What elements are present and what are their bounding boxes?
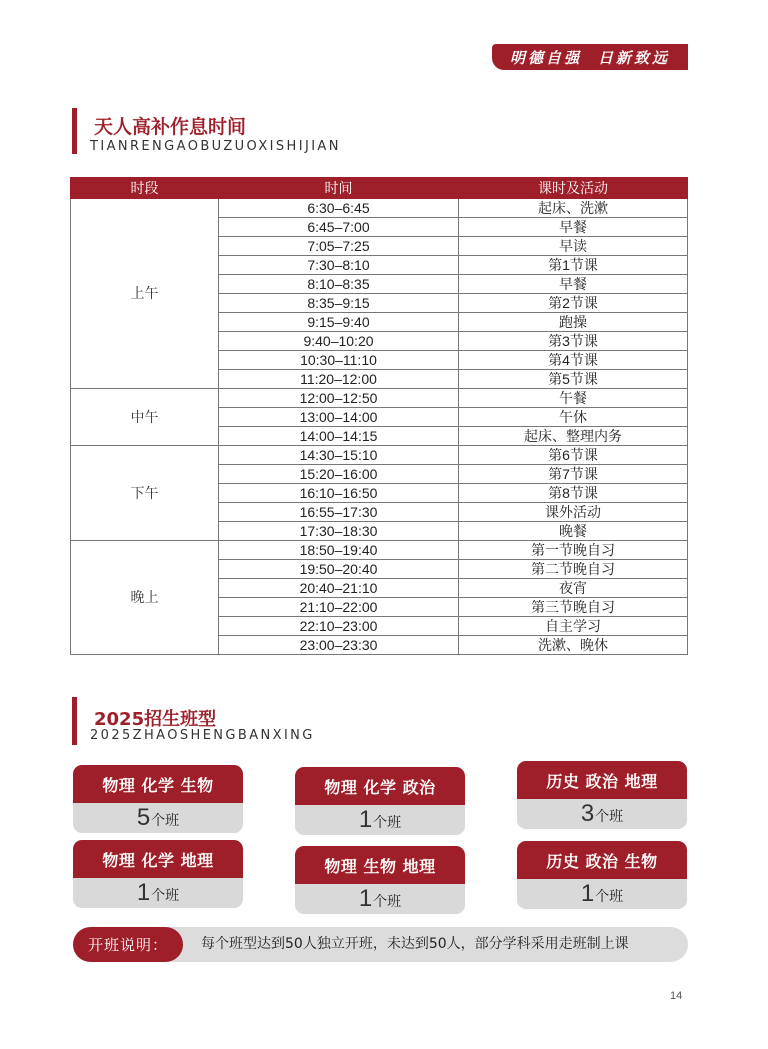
- class-card-count-box: [517, 879, 687, 909]
- class-card-count: 1: [136, 879, 151, 906]
- activity-cell: 早读: [459, 237, 688, 256]
- class-card: [517, 761, 687, 831]
- time-cell: 17:30–18:30: [219, 522, 459, 541]
- time-cell: 9:15–9:40: [219, 313, 459, 332]
- schedule-subtitle: TIANRENGAOBUZUOXISHIJIAN: [90, 139, 341, 154]
- activity-cell: 洗漱、晚休: [459, 636, 688, 655]
- class-note-text: 每个班型达到50人独立开班，未达到50人，部分学科采用走班制上课: [201, 936, 629, 952]
- time-cell: 14:00–14:15: [219, 427, 459, 446]
- class-note-bar: [73, 927, 688, 962]
- class-card-unit: 个班: [595, 809, 624, 825]
- class-card-unit: 个班: [373, 815, 402, 831]
- class-card-count: 1: [358, 806, 373, 833]
- activity-cell: 第一节晚自习: [459, 541, 688, 560]
- activity-cell: 晚餐: [459, 522, 688, 541]
- header-period: 时段: [71, 178, 219, 199]
- class-card-count-box: [73, 878, 243, 908]
- class-card-count: 1: [358, 885, 373, 912]
- time-cell: 20:40–21:10: [219, 579, 459, 598]
- activity-cell: 第三节晚自习: [459, 598, 688, 617]
- table-row: [71, 199, 688, 218]
- class-card: [517, 841, 687, 911]
- schedule-table: [70, 177, 688, 655]
- motto-part1: 明德自强: [509, 48, 582, 67]
- activity-cell: 第8节课: [459, 484, 688, 503]
- activity-cell: 第1节课: [459, 256, 688, 275]
- time-cell: 8:10–8:35: [219, 275, 459, 294]
- class-card-count: 5: [136, 804, 151, 831]
- schedule-header-row: [71, 178, 688, 199]
- class-card: [73, 765, 243, 835]
- class-card: [295, 846, 465, 916]
- motto-part2: 日新致远: [598, 48, 671, 67]
- activity-cell: 午餐: [459, 389, 688, 408]
- classes-title: 2025招生班型: [94, 709, 217, 730]
- activity-cell: 第5节课: [459, 370, 688, 389]
- schedule-title: 天人高补作息时间: [94, 116, 247, 138]
- activity-cell: 第4节课: [459, 351, 688, 370]
- period-cell: 中午: [71, 389, 219, 446]
- activity-cell: 跑操: [459, 313, 688, 332]
- time-cell: 6:30–6:45: [219, 199, 459, 218]
- activity-cell: 第6节课: [459, 446, 688, 465]
- class-card: [295, 767, 465, 837]
- activity-cell: 夜宵: [459, 579, 688, 598]
- page-number: 14: [670, 990, 683, 1002]
- class-card-name: 历史 政治 生物: [517, 841, 687, 879]
- time-cell: 15:20–16:00: [219, 465, 459, 484]
- class-card-unit: 个班: [373, 894, 402, 910]
- class-card-count: 1: [580, 880, 595, 907]
- activity-cell: 起床、洗漱: [459, 199, 688, 218]
- activity-cell: 第2节课: [459, 294, 688, 313]
- class-card-count-box: [517, 799, 687, 829]
- time-cell: 7:30–8:10: [219, 256, 459, 275]
- time-cell: 18:50–19:40: [219, 541, 459, 560]
- period-cell: 晚上: [71, 541, 219, 655]
- activity-cell: 课外活动: [459, 503, 688, 522]
- class-card-name: 物理 生物 地理: [295, 846, 465, 884]
- activity-cell: 第3节课: [459, 332, 688, 351]
- class-note-label: 开班说明：: [73, 927, 183, 962]
- time-cell: 21:10–22:00: [219, 598, 459, 617]
- time-cell: 12:00–12:50: [219, 389, 459, 408]
- section-accent-bar: [72, 697, 77, 745]
- class-card-count-box: [295, 884, 465, 914]
- section-accent-bar: [72, 108, 77, 154]
- table-row: [71, 389, 688, 408]
- class-card-count-box: [295, 805, 465, 835]
- time-cell: 6:45–7:00: [219, 218, 459, 237]
- class-card-count: 3: [580, 800, 595, 827]
- class-card-name: 物理 化学 生物: [73, 765, 243, 803]
- class-card-name: 物理 化学 地理: [73, 840, 243, 878]
- time-cell: 14:30–15:10: [219, 446, 459, 465]
- class-card-unit: 个班: [151, 813, 180, 829]
- table-row: [71, 446, 688, 465]
- period-cell: 上午: [71, 199, 219, 389]
- class-card-unit: 个班: [151, 888, 180, 904]
- class-card-name: 物理 化学 政治: [295, 767, 465, 805]
- activity-cell: 早餐: [459, 275, 688, 294]
- header-time: 时间: [219, 178, 459, 199]
- time-cell: 10:30–11:10: [219, 351, 459, 370]
- table-row: [71, 541, 688, 560]
- activity-cell: 早餐: [459, 218, 688, 237]
- time-cell: 9:40–10:20: [219, 332, 459, 351]
- header-activity: 课时及活动: [459, 178, 688, 199]
- time-cell: 16:10–16:50: [219, 484, 459, 503]
- time-cell: 7:05–7:25: [219, 237, 459, 256]
- class-card: [73, 840, 243, 910]
- time-cell: 13:00–14:00: [219, 408, 459, 427]
- activity-cell: 午休: [459, 408, 688, 427]
- class-card-name: 历史 政治 地理: [517, 761, 687, 799]
- activity-cell: 自主学习: [459, 617, 688, 636]
- time-cell: 16:55–17:30: [219, 503, 459, 522]
- time-cell: 8:35–9:15: [219, 294, 459, 313]
- activity-cell: 第二节晚自习: [459, 560, 688, 579]
- class-card-unit: 个班: [595, 889, 624, 905]
- class-card-count-box: [73, 803, 243, 833]
- time-cell: 11:20–12:00: [219, 370, 459, 389]
- period-cell: 下午: [71, 446, 219, 541]
- time-cell: 22:10–23:00: [219, 617, 459, 636]
- activity-cell: 起床、整理内务: [459, 427, 688, 446]
- activity-cell: 第7节课: [459, 465, 688, 484]
- time-cell: 23:00–23:30: [219, 636, 459, 655]
- motto-banner: [492, 44, 688, 70]
- time-cell: 19:50–20:40: [219, 560, 459, 579]
- classes-subtitle: 2025ZHAOSHENGBANXING: [90, 728, 315, 743]
